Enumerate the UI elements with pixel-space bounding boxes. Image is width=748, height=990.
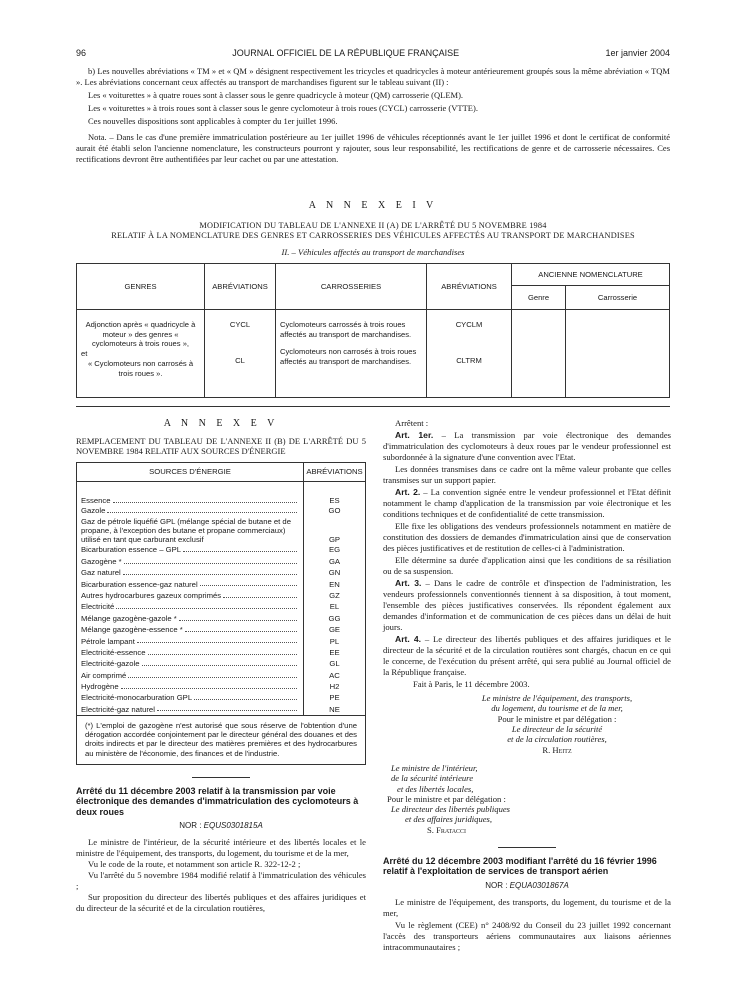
abreviation-cell: EE xyxy=(329,647,340,657)
cell-text: Cyclomoteurs carrossés à trois roues affectés au transport de marchandises. xyxy=(280,320,412,339)
source-label: Bicarburation essence – GPL xyxy=(81,545,181,555)
nota-paragraph: Nota. – Dans le cas d'une première immatriculation postérieure au 1er juillet 1996 de véhicules réceptionnés avant le 1er juillet 1996 et dont le certificat de conformité aurait été établi selon l'ancienne nomenclature, les constructeurs pourront y rajouter, sous leur responsabilité, les rectifications de genre et de carrosserie nécessaires. Ces rectifications devront être authentifiées par leur cachet ou par une attestation. xyxy=(76,132,670,165)
sig-line: Pour le ministre et par délégation : xyxy=(387,793,506,804)
dot-leader xyxy=(185,631,297,632)
energy-sources-table xyxy=(76,462,366,765)
table-row xyxy=(77,636,366,647)
abreviation-cell: GN xyxy=(328,568,341,578)
right-column xyxy=(383,418,671,954)
nor-label: NOR : xyxy=(485,880,510,890)
table-header-row xyxy=(77,264,670,286)
source-label: Hydrogène xyxy=(81,682,119,692)
fait-line: Fait à Paris, le 11 décembre 2003. xyxy=(413,679,530,689)
source-cell xyxy=(77,636,304,647)
sig-line: et des affaires juridiques, xyxy=(405,814,493,825)
paragraph: Le ministre de l'équipement, des transports, du logement, du tourisme et de la mer, xyxy=(383,896,671,918)
table-row xyxy=(77,579,366,590)
source-cell xyxy=(77,567,304,578)
source-label: Bicarburation essence-gaz naturel xyxy=(81,579,198,589)
source-line xyxy=(81,602,299,612)
arrete-title: Arrêté du 12 décembre 2003 modifiant l'arrêté du 16 février 1996 relatif à l'exploitation de services de transport aérien xyxy=(383,856,657,877)
article-3 xyxy=(383,578,671,633)
article-text: – La transmission par voie électronique des demandes d'immatriculation des cyclomoteurs à deux roues par le vendeur professionnel est subordonnée à la signature d'une convention avec l'Etat. xyxy=(383,430,671,462)
cell-text: Cyclomoteurs non carrosés à trois roues affectés au transport de marchandises. xyxy=(280,347,417,367)
table-row xyxy=(77,310,670,398)
table-row xyxy=(77,659,366,670)
source-line xyxy=(81,648,299,658)
source-label: Electricité-gazole xyxy=(81,659,140,669)
cell-text: CYCLM xyxy=(455,320,483,329)
arrete-title: Arrêté du 11 décembre 2003 relatif à la transmission par voie électronique des demandes d'immatriculation des cyclomoteurs à deux roues xyxy=(76,785,359,817)
source-line xyxy=(81,506,299,516)
source-cell xyxy=(77,647,304,658)
annexe-iv-heading xyxy=(76,200,670,258)
source-cell xyxy=(77,693,304,704)
abreviation-cell: GZ xyxy=(329,590,340,600)
source-line xyxy=(81,671,299,681)
source-line xyxy=(81,693,299,703)
source-label: Autres hydrocarbures gazeux comprimés xyxy=(81,590,222,600)
arretent-line: Arrêtent : xyxy=(395,418,429,428)
nor-code: EQUA0301867A xyxy=(509,880,569,890)
paragraph: Les « voiturettes » à quatre roues sont à classer sous le genre quadricycle à moteur (QM) carrosserie (QLEM). xyxy=(88,89,464,100)
source-label: Air comprimé xyxy=(81,670,127,680)
paragraph: Le ministre de l'intérieur, de la sécurité intérieure et des libertés locales et le ministre de l'équipement, des transports, du logement, du tourisme et de la mer, xyxy=(76,837,366,859)
source-label: Gazogène * xyxy=(81,556,122,566)
signature-block-2 xyxy=(383,763,671,835)
cell-text: Adjonction après « quadricycle à moteur » des genres « cyclomoteurs à trois roues », xyxy=(85,320,196,349)
sig-line: et de la circulation routières, xyxy=(507,734,607,745)
paragraph: Vu le code de la route, et notamment son article R. 322-12-2 ; xyxy=(88,859,301,870)
abreviation-cell: ES xyxy=(329,495,340,505)
table-note: (*) L'emploi de gazogène n'est autorisé que sous réserve de l'obtention d'une dérogation accordée conjointement par le directeur général des douanes et des droits indirects et par le directeur des matières premières et des hydrocarbures au ministère de l'économie, des finances et de l'industrie. xyxy=(77,716,366,765)
cell-text: CYCL xyxy=(229,320,251,329)
dot-leader xyxy=(113,502,298,503)
abreviation-cell: GA xyxy=(328,556,341,566)
dot-leader xyxy=(123,574,297,575)
left-column xyxy=(76,418,366,914)
abreviation-cell: EL xyxy=(329,602,340,612)
source-line xyxy=(81,637,299,647)
col-header-abreviations: ABRÉVIATIONS xyxy=(427,264,512,310)
paragraph: Vu l'arrêté du 5 novembre 1984 modifié relatif à l'immatriculation des véhicules ; xyxy=(76,870,366,892)
dot-leader xyxy=(128,677,297,678)
source-cell xyxy=(77,681,304,692)
dot-leader xyxy=(116,608,297,609)
col-header-carrosserie: Carrosserie xyxy=(566,286,670,310)
col-header-carrosseries: CARROSSERIES xyxy=(276,264,427,310)
source-line xyxy=(81,496,299,506)
annexe-iv-section: II. – Véhicules affectés au transport de marchandises xyxy=(281,246,465,257)
source-line xyxy=(81,705,299,715)
paragraph: Vu le règlement (CEE) n° 2408/92 du Conseil du 23 juillet 1992 concernant l'accès des transporteurs aériens communautaires aux liaisons aériennes intracommunautaires ; xyxy=(383,919,671,952)
col-header-abreviations: ABRÉVIATIONS xyxy=(205,264,276,310)
source-cell xyxy=(77,506,304,517)
col-header-genre: Genre xyxy=(512,286,566,310)
source-line xyxy=(81,568,299,578)
divider xyxy=(498,847,556,848)
table-row xyxy=(77,681,366,692)
source-line xyxy=(81,614,299,624)
annexe-iv-title: A N N E X E I V xyxy=(308,200,438,211)
table-row xyxy=(77,670,366,681)
genres-table xyxy=(76,263,670,398)
page-number: 96 xyxy=(76,48,87,58)
abreviation-cell: NE xyxy=(329,704,340,714)
table-cell xyxy=(427,310,512,398)
source-cell xyxy=(77,624,304,635)
abreviation-cell: PE xyxy=(329,693,340,703)
source-label: Electricité xyxy=(81,602,115,612)
paragraph: Les « voiturettes » à trois roues sont à classer sous le genre cyclomoteur à trois roues (CYCL) carrosserie (VTTE). xyxy=(88,102,478,113)
table-row xyxy=(77,624,366,635)
abreviation-cell: GL xyxy=(329,659,340,669)
table-row xyxy=(77,647,366,658)
source-line xyxy=(81,591,299,601)
signatory-name: S. Fratacci xyxy=(427,824,467,835)
abreviation-cell: PL xyxy=(329,636,340,646)
cell-text: et xyxy=(81,349,88,359)
cell-text: « Cyclomoteurs non carrosés à trois roues ». xyxy=(87,358,194,378)
table-cell xyxy=(77,310,205,398)
abreviation-cell: H2 xyxy=(329,682,340,692)
col-header-genres: GENRES xyxy=(77,264,205,310)
table-cell xyxy=(512,310,566,398)
table-row xyxy=(77,517,366,545)
sig-line: de la sécurité intérieure xyxy=(391,773,474,784)
sig-line: du logement, du tourisme et de la mer, xyxy=(491,703,623,714)
table-note-row xyxy=(77,716,366,765)
abreviation-cell: GG xyxy=(328,613,341,623)
paragraph: Les données transmises dans ce cadre ont la même valeur probante que celles transmises sur un support papier. xyxy=(383,464,671,485)
table-row xyxy=(77,602,366,613)
source-label: Gaz de pétrole liquéfié GPL (mélange spécial de butane et de propane, à l'exception des butane et propane commerciaux) utilisé en tant que carburant exclusif xyxy=(81,516,291,545)
article-label: Art. 4. xyxy=(395,634,422,644)
col-header-ancienne-nomenclature: ANCIENNE NOMENCLATURE xyxy=(512,264,670,286)
sig-line: Le ministre de l'intérieur, xyxy=(391,762,478,773)
sig-line: Le ministre de l'équipement, des transports, xyxy=(481,693,633,703)
cell-text: CLTRM xyxy=(456,355,482,365)
source-cell xyxy=(77,704,304,715)
source-cell xyxy=(77,579,304,590)
source-line xyxy=(81,557,299,567)
signatory-name: R. Heitz xyxy=(542,744,572,755)
dot-leader xyxy=(124,563,297,564)
source-line xyxy=(81,545,299,555)
article-label: Art. 3. xyxy=(395,578,422,588)
article-text: – La convention signée entre le vendeur professionnel et l'Etat définit notamment le champ d'application de la transmission par voie électronique et les conditions techniques et de confidentialité de cette transmission. xyxy=(383,487,671,519)
source-cell xyxy=(77,556,304,567)
source-cell xyxy=(77,670,304,681)
article-1 xyxy=(383,430,671,463)
annexe-iv-subtitle-1: MODIFICATION DU TABLEAU DE L'ANNEXE II (A) DE L'ARRÊTÉ DU 5 NOVEMBRE 1984 xyxy=(199,220,547,230)
section-divider xyxy=(76,406,670,407)
table-row xyxy=(77,545,366,556)
article-label: Art. 2. xyxy=(395,487,421,497)
source-cell xyxy=(77,545,304,556)
table-row xyxy=(77,693,366,704)
abreviation-cell: GP xyxy=(328,534,341,544)
dot-leader xyxy=(121,688,297,689)
dot-leader xyxy=(137,642,297,643)
issue-date: 1er janvier 2004 xyxy=(605,48,670,58)
top-text-block xyxy=(76,66,670,167)
table-header-row xyxy=(77,462,366,481)
dot-leader xyxy=(157,710,297,711)
source-label: Electricité-monocarburation GPL xyxy=(81,693,193,703)
abreviation-cell: GE xyxy=(328,625,341,635)
dot-leader xyxy=(200,585,297,586)
page-header xyxy=(76,48,670,60)
source-line xyxy=(81,682,299,692)
paragraph: Sur proposition du directeur des libertés publiques et des affaires juridiques et du directeur de la sécurité et de la circulation routières, xyxy=(76,892,366,914)
annexe-v-title: A N N E X E V xyxy=(163,418,279,429)
abreviation-cell: GO xyxy=(328,506,341,516)
source-cell xyxy=(77,602,304,613)
signature-block-1 xyxy=(443,693,671,755)
abreviation-cell: AC xyxy=(329,670,340,680)
divider xyxy=(192,777,250,778)
nor-line xyxy=(383,881,671,891)
dot-leader xyxy=(148,654,297,655)
dot-leader xyxy=(223,597,297,598)
table-row xyxy=(77,613,366,624)
cell-text: CL xyxy=(235,355,245,365)
article-4 xyxy=(383,634,671,678)
dot-leader xyxy=(142,665,297,666)
source-label: Electricité-essence xyxy=(81,647,146,657)
source-line xyxy=(81,580,299,590)
dot-leader xyxy=(107,512,297,513)
table-row xyxy=(77,506,366,517)
article-2 xyxy=(383,487,671,520)
sig-line: Le directeur de la sécurité xyxy=(511,723,603,734)
source-label: Electricité-gaz naturel xyxy=(81,704,155,714)
table-row xyxy=(77,556,366,567)
source-cell xyxy=(77,590,304,601)
paragraph: Elle fixe les obligations des vendeurs professionnels notamment en matière de constitution des dossiers de demandes d'immatriculation ainsi que de conservation des pièces justificatives et de restitution de celles-ci à l'administration. xyxy=(383,521,671,553)
source-label: Mélange gazogène-gazole * xyxy=(81,613,177,623)
source-label: Pétrole lampant xyxy=(81,636,135,646)
table-row xyxy=(77,590,366,601)
sig-line: Le directeur des libertés publiques xyxy=(391,804,511,815)
abreviation-cell: EN xyxy=(329,579,340,589)
table-cell xyxy=(205,310,276,398)
sig-line: et des libertés locales, xyxy=(397,783,474,794)
table-row xyxy=(77,567,366,578)
col-header-sources: SOURCES D'ÉNERGIE xyxy=(77,462,304,481)
paragraph: b) Les nouvelles abréviations « TM » et « QM » désignent respectivement les tricycles et quadricycles à moteur antérieurement groupés sous la même abréviation « TQM ». Les abréviations concernant ceux affectés au transport de marchandises figurent sur le tableau suivant (II) : xyxy=(76,66,670,87)
annexe-v-subtitle: REMPLACEMENT DU TABLEAU DE L'ANNEXE II (B) DE L'ARRÊTÉ DU 5 NOVEMBRE 1984 RELATIF AUX SOURCES D'ÉNERGIE xyxy=(76,435,366,456)
dot-leader xyxy=(179,620,297,621)
paragraph: Ces nouvelles dispositions sont applicables à compter du 1er juillet 1996. xyxy=(88,115,338,126)
table-cell xyxy=(276,310,427,398)
article-label: Art. 1er. xyxy=(395,430,434,440)
source-cell xyxy=(77,659,304,670)
annexe-iv-subtitle-2: RELATIF À LA NOMENCLATURE DES GENRES ET CARROSSERIES DES VÉHICULES AFFECTÉS AU TRANSPORT DE MARCHANDISES xyxy=(111,230,635,240)
nor-line xyxy=(76,821,366,831)
table-row xyxy=(77,704,366,715)
source-label: Gaz naturel xyxy=(81,568,121,578)
nor-code: EQUS0301815A xyxy=(203,820,263,830)
abreviation-cell: EG xyxy=(328,545,341,555)
sig-line: Pour le ministre et par délégation : xyxy=(497,713,617,724)
paragraph: Elle détermine sa durée d'application ainsi que les conditions de sa résiliation ou de sa suspension. xyxy=(383,555,671,576)
col-header-abreviations: ABRÉVIATIONS xyxy=(304,462,366,481)
source-cell xyxy=(77,613,304,624)
source-label: Mélange gazogène-essence * xyxy=(81,625,183,635)
source-cell xyxy=(77,481,304,505)
journal-title: JOURNAL OFFICIEL DE LA RÉPUBLIQUE FRANÇAISE xyxy=(232,48,460,58)
source-line xyxy=(81,659,299,669)
dot-leader xyxy=(194,699,297,700)
article-text: – Dans le cadre de contrôle et d'inspection de l'administration, les vendeurs professionnels conventionnés tiennent à sa disposition, à tout moment, l'ensemble des pièces justificatives conservées. Ils répondent également aux demandes d'information et de communication de ces pièces dans un délai de huit jours. xyxy=(383,578,671,632)
source-label: Essence xyxy=(81,495,111,505)
article-text: – Le directeur des libertés publiques et des affaires juridiques et le directeur de la sécurité et de la circulation routières sont chargés, chacun en ce qui le concerne, de l'exécution du présent arrêté, qui sera publié au Journal officiel de la République française. xyxy=(383,634,671,677)
table-cell xyxy=(566,310,670,398)
dot-leader xyxy=(183,551,297,552)
source-cell xyxy=(77,517,304,545)
nor-label: NOR : xyxy=(179,820,204,830)
source-line xyxy=(81,625,299,635)
table-row xyxy=(77,481,366,505)
source-label: Gazole xyxy=(81,506,106,516)
